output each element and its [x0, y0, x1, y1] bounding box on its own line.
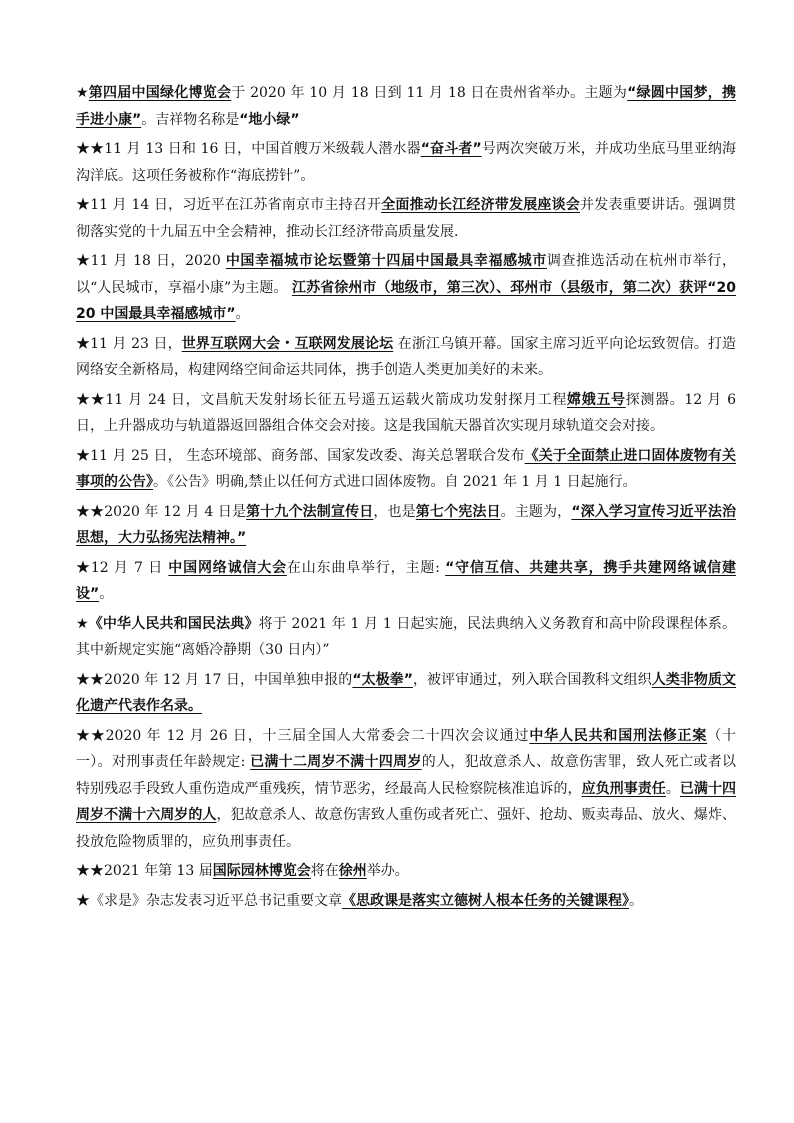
highlighted-term: 已满十二周岁不满十四周岁: [250, 754, 422, 770]
item-text: 在浙江乌镇开幕。国家主席习近平向论坛致贺信。打造网络安全新格局，构建网络空间命运共同体，携手创造人类更加美好的未来。: [76, 335, 737, 378]
highlighted-term: “太极拳”: [352, 671, 413, 688]
item-text: 将于 2021 年 1 月 1 日起实施，民法典纳入义务教育和高中阶段课程体系。其中新规定实施“离婚冷静期（30 日内）”: [76, 615, 736, 658]
highlighted-term: 第七个宪法日: [415, 503, 501, 520]
news-item: [76, 387, 736, 440]
highlighted-term: 全面推动长江经济带发展座谈会: [381, 197, 580, 213]
item-text: ，被评审通过，列入联合国教科文组织: [412, 671, 652, 688]
highlighted-term: 世界互联网大会・互联网发展论坛: [181, 335, 394, 352]
news-item: [76, 611, 736, 664]
item-text: ★11 月 25 日， 生态环境部、商务部、国家发改委、海关总署联合发布: [76, 447, 525, 464]
highlighted-term: “奋斗者”: [420, 141, 482, 157]
item-text: ★11 月 14 日，习近平在江苏省南京市主持召开: [76, 197, 382, 213]
item-text: 的人，犯故意杀人、故意伤害罪，致人死亡或者以特别残忍手段致人重伤造成严重残疾，情节恶劣，经最高人民检察院核准追诉的，: [76, 754, 736, 797]
item-text: ★★2020 年 12 月 26 日，十三届全国人大常委会二十四次会议通过: [76, 727, 530, 744]
highlighted-term: 嫦娥五号: [567, 391, 626, 408]
news-item: [76, 723, 736, 856]
news-item: [76, 136, 736, 189]
item-text: 调查推选活动在杭州市举行，以“人民城市，享福小康”为主题。: [76, 253, 736, 296]
item-text: ★: [76, 85, 89, 101]
item-text: ★★2020 年 12 月 4 日是: [76, 503, 247, 520]
item-text: 探测器。12 月 6 日，上升器成功与轨道器返回器组合体交会对接。这是我国航天器首次实现月球轨道交会对接。: [76, 391, 737, 434]
item-text: ★12 月 7 日: [76, 559, 169, 576]
news-item: [76, 858, 736, 885]
news-item: [76, 888, 736, 915]
item-text: ★★2020 年 12 月 17 日，中国单独申报的: [76, 671, 353, 688]
highlighted-term: 第十九个法制宣传日: [246, 503, 374, 520]
news-item: [76, 80, 736, 133]
highlighted-term: 应负刑事责任: [581, 780, 666, 797]
highlighted-term: 《关于全面禁止进口固体废物有关事项的公告》: [76, 447, 736, 490]
item-text: ★《求是》杂志发表习近平总书记重要文章: [76, 892, 342, 909]
highlighted-term: “守信互信、共建共享，携手共建网络诚信建设”: [76, 559, 737, 602]
item-text: ★11 月 18 日，2020: [76, 253, 226, 269]
item-text: ★: [76, 615, 89, 632]
item-text: 并发表重要讲话。强调贯彻落实党的十九届五中全会精神，推动长江经济带高质量发展.: [76, 197, 737, 240]
item-text: ★11 月 23 日，: [76, 335, 182, 352]
item-text: 于 2020 年 10 月 18 日到 11 月 18 日在贵州省举办。主题为: [231, 85, 628, 101]
highlighted-term: “绿圆中国梦，携手进小康”: [76, 85, 737, 128]
highlighted-term: 中国幸福城市论坛暨第十四届中国最具幸福感城市: [225, 253, 547, 269]
highlighted-term: 《思政课是落实立德树人根本任务的关键课程》: [342, 892, 629, 909]
highlighted-term: 《中华人民共和国民法典》: [88, 615, 259, 632]
highlighted-term: 江苏省徐州市（地级市，第三次）、邳州市（县级市，第二次）获评“2020 中国最具幸福感城市”: [76, 279, 736, 322]
item-text: 。: [99, 586, 114, 602]
item-text: ，也是: [373, 503, 416, 520]
highlighted-term: “地小绿”: [239, 111, 300, 128]
news-item: [76, 443, 736, 496]
item-text: 。: [665, 780, 680, 797]
highlighted-term: 已满十四周岁不满十六周岁的人: [76, 780, 737, 823]
item-text: 将在: [310, 863, 339, 879]
item-text: 。主题为，: [500, 503, 572, 520]
item-text: （十一）。对刑事责任年龄规定:: [76, 727, 737, 770]
item-text: 。: [235, 306, 250, 322]
item-text: 。吉祥物名称是: [141, 111, 240, 128]
highlighted-term: 人类非物质文化遗产代表作名录。: [76, 671, 737, 714]
highlighted-term: 中华人民共和国刑法修正案: [529, 727, 708, 744]
item-text: ★★11 月 24 日，文昌航天发射场长征五号遥五运载火箭成功发射探月工程: [76, 391, 568, 408]
news-item: [76, 499, 736, 552]
document-body: [76, 80, 736, 917]
highlighted-term: 第四届中国绿化博览会: [88, 85, 232, 101]
item-text: ★★2021 年第 13 届: [76, 863, 213, 879]
highlighted-term: 中国网络诚信大会: [168, 559, 287, 576]
item-text: 号两次突破万米，并成功坐底马里亚纳海沟洋底。这项任务被称作“海底捞针”。: [76, 141, 737, 184]
item-text: 在山东曲阜举行，主题:: [286, 559, 446, 576]
item-text: 。《公告》明确,禁止以任何方式进口固体废物。自 2021 年 1 月 1 日起施行。: [153, 474, 637, 490]
news-item: [76, 331, 736, 384]
item-text: 举办。: [366, 863, 409, 879]
news-item: [76, 192, 736, 245]
highlighted-term: “深入学习宣传习近平法治思想，大力弘扬宪法精神。”: [76, 503, 737, 546]
item-text: ★★11 月 13 日和 16 日，中国首艘万米级载人潜水器: [76, 141, 421, 157]
highlighted-term: 徐州: [338, 863, 367, 879]
item-text: ，犯故意杀人、故意伤害致人重伤或者死亡、强奸、抢劫、贩卖毒品、放火、爆炸、投放危险物质罪的，应负刑事责任。: [76, 807, 737, 850]
news-item: [76, 248, 736, 328]
item-text: 。: [629, 892, 643, 909]
highlighted-term: 国际园林博览会: [212, 863, 311, 879]
news-item: [76, 555, 736, 608]
news-item: [76, 667, 736, 720]
